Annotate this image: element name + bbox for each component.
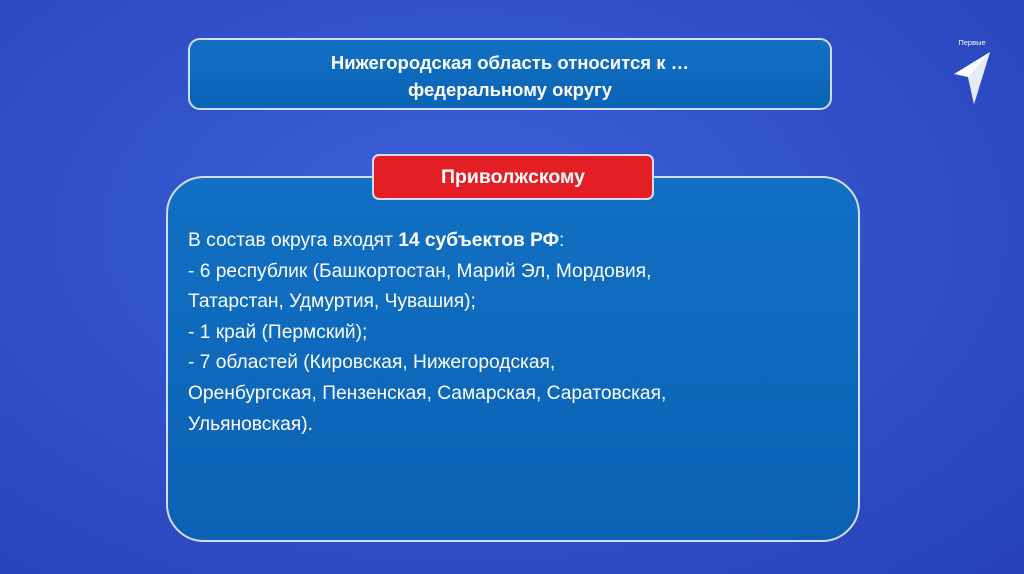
info-text [188,226,838,440]
question-line-1: Нижегородская область относится к … [330,52,690,73]
detail-line: - 7 областей (Кировская, Нижегородская, [188,352,556,374]
intro-prefix: В состав округа входят [188,230,399,251]
logo [950,38,994,110]
intro-suffix: : [559,230,565,251]
logo-text: Первые [958,38,986,47]
arrow-icon [952,50,992,106]
intro-bold: 14 субъектов РФ [398,230,559,251]
detail-line: - 6 республик (Башкортостан, Марий Эл, Мордовия, [188,260,652,282]
detail-line: Оренбургская, Пензенская, Самарская, Саратовская, [188,382,667,404]
intro-line [188,226,838,257]
question-box [188,38,832,110]
question-line-2: федеральному округу [408,79,612,100]
detail-line: Татарстан, Удмуртия, Чувашия); [188,291,476,313]
detail-line: Ульяновская). [188,413,313,435]
answer-badge: Приволжскому [372,154,654,200]
detail-line: - 1 край (Пермский); [188,321,368,343]
